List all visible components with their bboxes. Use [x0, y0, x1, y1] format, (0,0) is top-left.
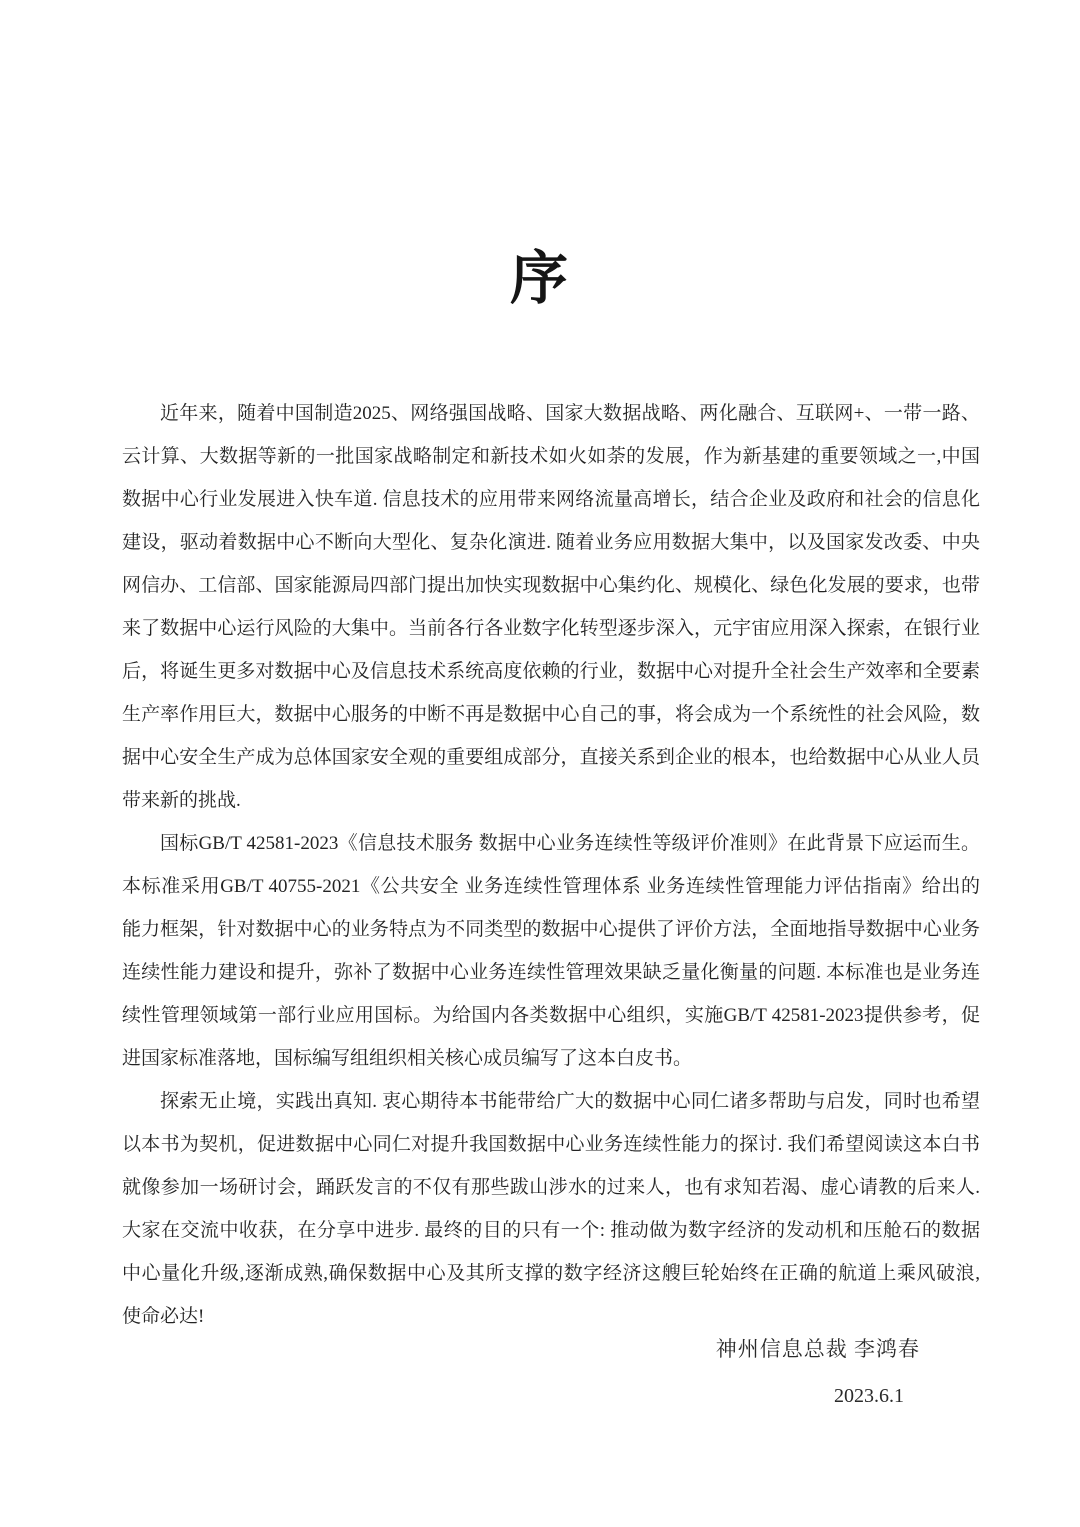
body-line: 国标GB/T 42581-2023《信息技术服务 数据中心业务连续性等级评价准则》在此背景下应运而生。 — [160, 833, 980, 854]
body-line: 进国家标准落地，国标编写组组织相关核心成员编写了这本白皮书。 — [122, 1048, 693, 1069]
body-line: 来了数据中心运行风险的大集中。当前各行各业数字化转型逐步深入，元宇宙应用深入探索，在银行业 — [122, 618, 980, 639]
body-line: 网信办、工信部、国家能源局四部门提出加快实现数据中心集约化、规模化、绿色化发展的要求，也带 — [122, 575, 980, 596]
body-line: 后，将诞生更多对数据中心及信息技术系统高度依赖的行业，数据中心对提升全社会生产效率和全要素 — [122, 661, 980, 682]
body-line: 中心量化升级,逐渐成熟,确保数据中心及其所支撑的数字经济这艘巨轮始终在正确的航道上乘风破浪, — [122, 1263, 980, 1284]
preface-body — [122, 392, 980, 1338]
body-line: 就像参加一场研讨会，踊跃发言的不仅有那些跋山涉水的过来人，也有求知若渴、虚心请教的后来人. — [122, 1177, 980, 1198]
body-line: 生产率作用巨大，数据中心服务的中断不再是数据中心自己的事，将会成为一个系统性的社会风险，数 — [122, 704, 980, 725]
body-line: 使命必达! — [122, 1306, 205, 1327]
body-line: 续性管理领域第一部行业应用国标。为给国内各类数据中心组织，实施GB/T 42581-2023提供参考，促 — [122, 1005, 980, 1026]
body-line: 本标准采用GB/T 40755-2021《公共安全 业务连续性管理体系 业务连续性管理能力评估指南》给出的 — [122, 876, 980, 897]
body-line: 云计算、大数据等新的一批国家战略制定和新技术如火如荼的发展，作为新基建的重要领域之一,中国 — [122, 446, 980, 467]
body-line: 以本书为契机，促进数据中心同仁对提升我国数据中心业务连续性能力的探讨. 我们希望阅读这本白书 — [122, 1134, 980, 1155]
signature-name: 神州信息总裁 李鸿春 — [715, 1337, 920, 1361]
body-line: 带来新的挑战. — [122, 790, 241, 811]
body-line: 能力框架，针对数据中心的业务特点为不同类型的数据中心提供了评价方法，全面地指导数据中心业务 — [122, 919, 980, 940]
body-line: 连续性能力建设和提升，弥补了数据中心业务连续性管理效果缺乏量化衡量的问题. 本标准也是业务连 — [122, 962, 980, 983]
body-line: 数据中心行业发展进入快车道. 信息技术的应用带来网络流量高增长，结合企业及政府和社会的信息化 — [122, 489, 980, 510]
body-line: 据中心安全生产成为总体国家安全观的重要组成部分，直接关系到企业的根本，也给数据中心从业人员 — [122, 747, 980, 768]
body-line: 近年来，随着中国制造2025、网络强国战略、国家大数据战略、两化融合、互联网+、一带一路、 — [160, 403, 980, 424]
body-line: 建设，驱动着数据中心不断向大型化、复杂化演进. 随着业务应用数据大集中，以及国家发改委、中央 — [122, 532, 980, 553]
body-line: 探索无止境，实践出真知. 衷心期待本书能带给广大的数据中心同仁诸多帮助与启发，同时也希望 — [160, 1091, 980, 1112]
body-line: 大家在交流中收获，在分享中进步. 最终的目的只有一个: 推动做为数字经济的发动机和压舱石的数据 — [122, 1220, 980, 1241]
page-title: 序 — [509, 246, 570, 311]
signature-date: 2023.6.1 — [834, 1385, 904, 1407]
